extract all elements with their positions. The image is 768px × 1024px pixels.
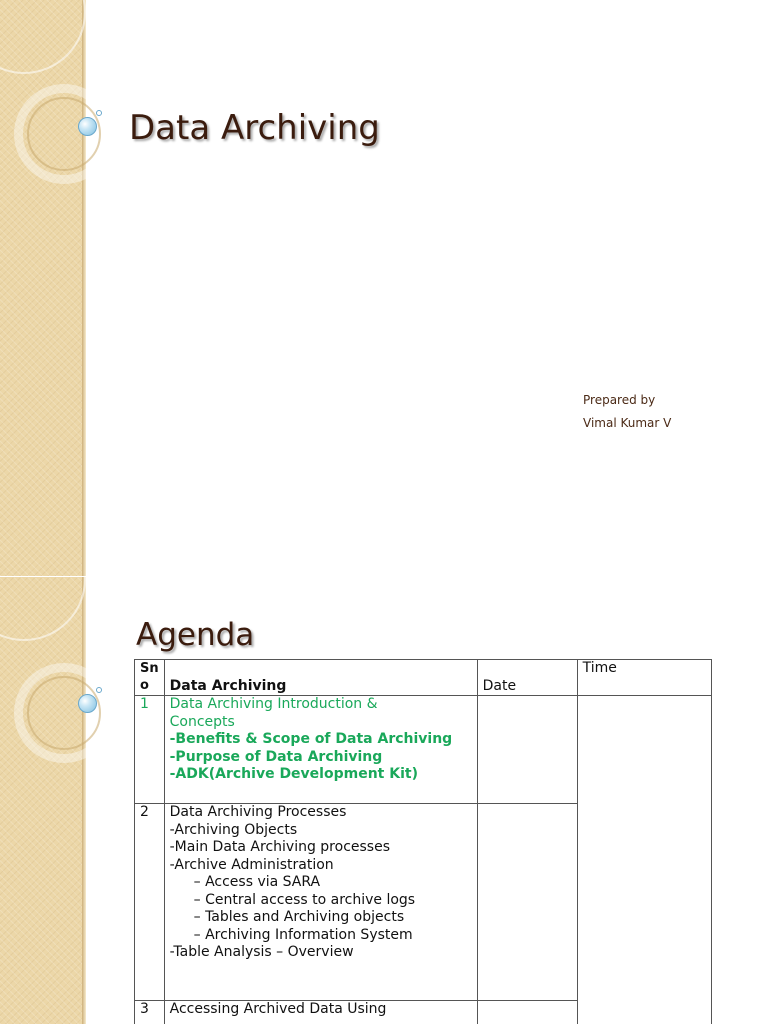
inner-ring-decoration <box>27 676 101 750</box>
row-topic <box>164 696 477 804</box>
header-topic: Data Archiving <box>164 660 477 696</box>
orb-icon <box>78 117 97 136</box>
topic-line: -Purpose of Data Archiving <box>169 748 383 765</box>
topic-line: -ADK(Archive Development Kit) <box>169 766 418 782</box>
row-sno: 3 <box>135 1001 165 1024</box>
agenda-slide <box>0 577 768 1024</box>
small-orb-icon <box>96 110 102 116</box>
topic-line: Data Archiving Processes <box>169 804 347 820</box>
topic-line: – Archiving Information System <box>193 926 413 943</box>
row-topic <box>164 804 477 1001</box>
topic-line: – Central access to archive logs <box>193 891 416 908</box>
topic-line: -Archive Administration <box>169 856 334 873</box>
author-name: Vimal Kumar V <box>583 416 672 430</box>
row-date <box>477 696 577 804</box>
topic-line: Data Archiving Introduction & <box>169 696 378 712</box>
topic-line: -Table Analysis – Overview <box>169 944 354 960</box>
agenda-table <box>134 659 712 1024</box>
swirl-decoration <box>0 0 86 74</box>
topic-line: -Main Data Archiving processes <box>169 839 391 855</box>
row-topic <box>164 1001 477 1024</box>
slide-title: Data Archiving <box>129 108 380 148</box>
decorative-side-band <box>0 577 85 1024</box>
decorative-side-band <box>0 0 85 576</box>
side-band-edge <box>82 577 86 1024</box>
table-header-row <box>135 660 712 696</box>
row-sno: 2 <box>135 804 165 1001</box>
row-sno: 1 <box>135 696 165 804</box>
orb-icon <box>78 694 97 713</box>
topic-line: -Archiving Objects <box>169 821 298 838</box>
topic-line: Accessing Archived Data Using <box>169 1001 387 1017</box>
topic-line: – Tables and Archiving objects <box>193 909 405 925</box>
header-sno <box>135 660 165 696</box>
header-date: Date <box>477 660 577 696</box>
time-column-cell <box>577 696 711 1024</box>
swirl-decoration <box>0 577 86 641</box>
row-date <box>477 804 577 1001</box>
topic-line: Concepts <box>169 713 235 730</box>
topic-line: – Access via SARA <box>193 874 321 890</box>
table-row <box>135 696 712 804</box>
header-time: Time <box>577 660 711 696</box>
small-orb-icon <box>96 687 102 693</box>
side-band-edge <box>82 0 86 576</box>
row-date <box>477 1001 577 1024</box>
slide-title: Agenda <box>136 617 255 653</box>
prepared-by-label: Prepared by <box>583 393 656 407</box>
topic-line: -Benefits & Scope of Data Archiving <box>169 731 453 747</box>
header-sno-part: o <box>140 678 149 693</box>
header-sno-part: Sn <box>140 661 159 676</box>
